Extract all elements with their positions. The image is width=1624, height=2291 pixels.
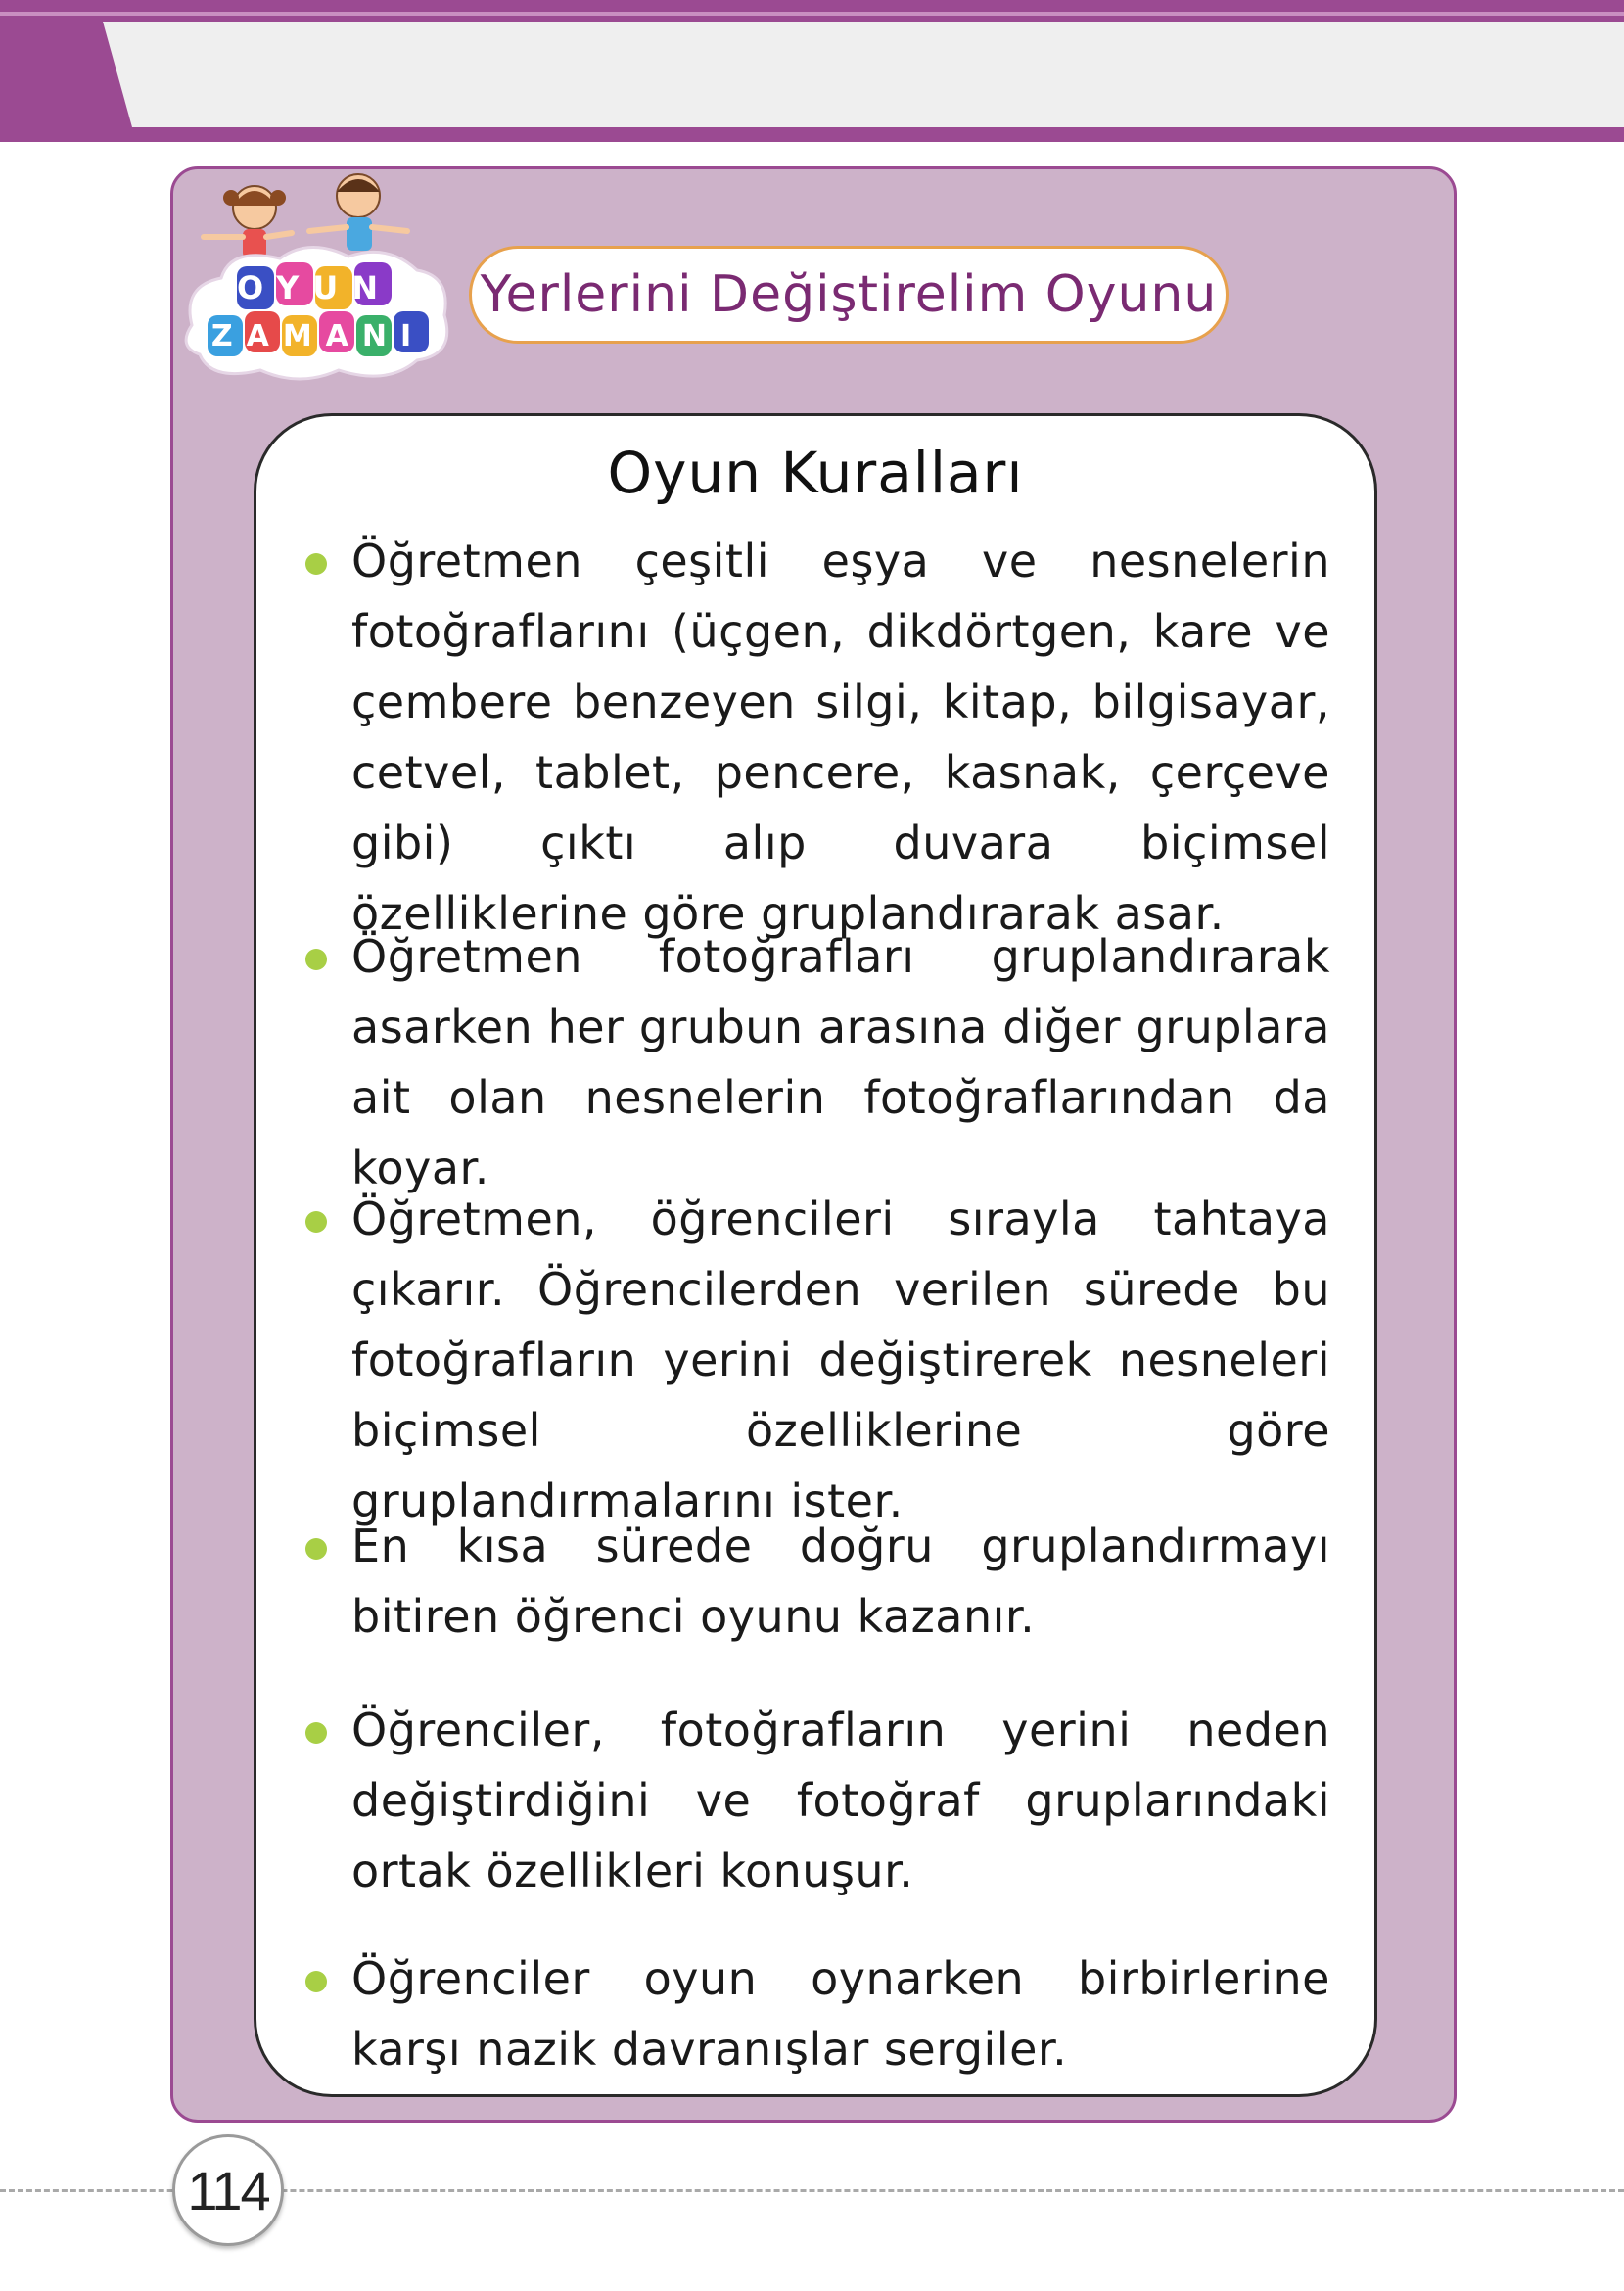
- title-pill: [469, 246, 1229, 344]
- rule-text: Öğretmen, öğrencileri sırayla tahtaya çıkarır. Öğrencilerden verilen sürede bu fotoğrafların yerini değiştirerek nesneleri biçimsel özelliklerine göre gruplandırmalarını ister.: [351, 1192, 1330, 1527]
- rules-heading: Oyun Kuralları: [607, 440, 1024, 506]
- rules-card: [254, 413, 1377, 2097]
- page-title: Yerlerini Değiştirelim Oyunu: [480, 265, 1218, 324]
- rule-text: Öğrenciler oyun oynarken birbirlerine karşı nazik davranışlar sergiler.: [351, 1952, 1330, 2076]
- header-banner-shape: [0, 0, 1624, 142]
- rule-text: Öğretmen fotoğrafları gruplandırarak asarken her grubun arasına diğer gruplara ait olan nesnelerin fotoğraflarından da koyar.: [351, 930, 1330, 1194]
- rule-text: Öğretmen çeşitli eşya ve nesnelerin fotoğraflarını (üçgen, dikdörtgen, kare ve çembere benzeyen silgi, kitap, bilgisayar, cetvel, tablet, pencere, kasnak, çerçeve gibi) çıktı alıp duvara biçimsel özelliklerine göre gruplandırarak asar.: [351, 535, 1330, 940]
- oyun-zamani-logo: [172, 168, 456, 398]
- girl-figure-icon: [204, 186, 292, 258]
- rule-text: En kısa sürede doğru gruplandırmayı bitiren öğrenci oyunu kazanır.: [351, 1520, 1330, 1643]
- bullet-dot-icon: [305, 1971, 327, 1992]
- page-number: 114: [187, 2159, 269, 2221]
- bullet-dot-icon: [305, 553, 327, 575]
- header-band: [0, 0, 1624, 142]
- bullet-dot-icon: [305, 1538, 327, 1560]
- bullet-dot-icon: [305, 1722, 327, 1744]
- page-number-badge: [172, 2134, 284, 2246]
- bullet-dot-icon: [305, 949, 327, 970]
- boy-figure-icon: [309, 174, 407, 251]
- rule-text: Öğrenciler, fotoğrafların yerini neden değiştirdiğini ve fotoğraf gruplarındaki ortak özellikleri konuşur.: [351, 1704, 1330, 1897]
- logo-line1: OYUN: [237, 269, 392, 306]
- logo-line2: ZAMANI: [210, 318, 426, 353]
- bullet-dot-icon: [305, 1211, 327, 1233]
